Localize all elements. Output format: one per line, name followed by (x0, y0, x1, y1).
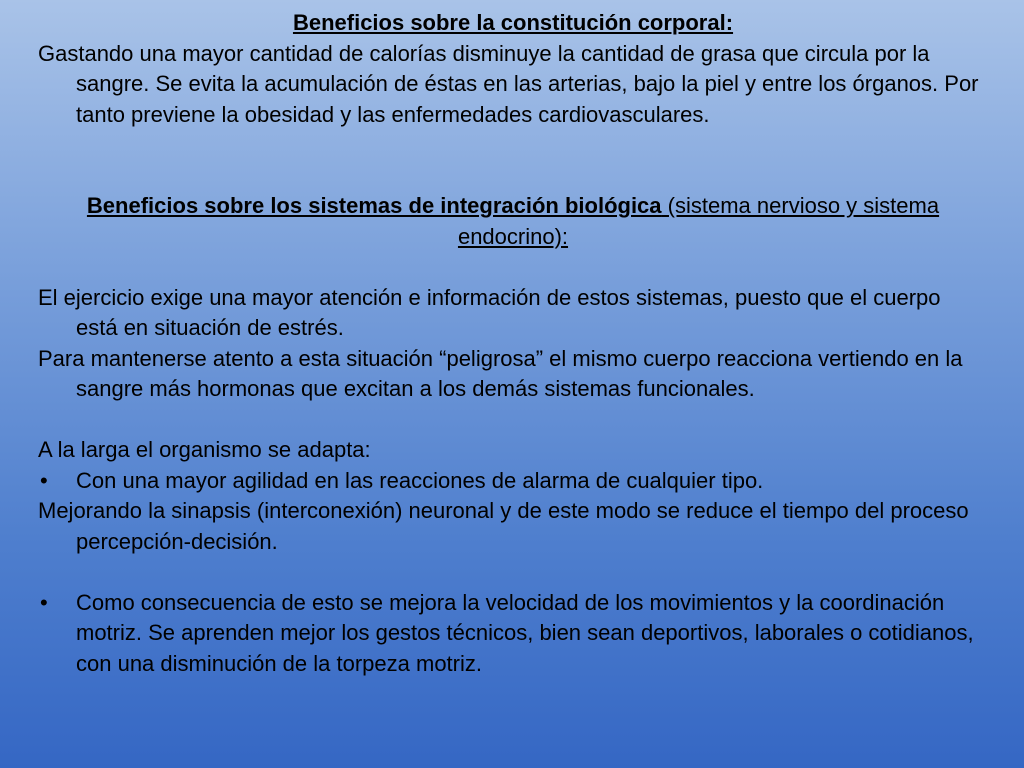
spacer (38, 252, 988, 283)
section2-paragraph-1: El ejercicio exige una mayor atención e información de estos sistemas, puesto que el cuerpo está en situación de estrés. (38, 284, 941, 340)
section2-title-rest: (sistema nervioso y sistema endocrino): (457, 193, 940, 249)
bullet-item-1 (38, 466, 988, 497)
slide-content (38, 8, 988, 679)
section1-paragraph: Gastando una mayor cantidad de calorías disminuye la cantidad de grasa que circula por la sangre. Se evita la acumulación de éstas en las arterias, bajo la piel y entre los órganos. Por tanto previene la obesidad y las enfermedades cardiovasculares. (38, 40, 979, 127)
adapt-intro: A la larga el organismo se adapta: (38, 437, 371, 462)
paragraph-after-bullet: Mejorando la sinapsis (interconexión) neuronal y de este modo se reduce el tiempo del proceso percepción-decisión. (38, 498, 969, 554)
spacer (38, 557, 988, 588)
section2-paragraph-2: Para mantenerse atento a esta situación “peligrosa” el mismo cuerpo reacciona vertiendo en la sangre más hormonas que excitan a los demás sistemas funcionales. (38, 345, 963, 401)
bullet-item-2 (38, 588, 988, 680)
spacer (38, 130, 988, 191)
bullet-item-1-text: Con una mayor agilidad en las reacciones de alarma de cualquier tipo. (76, 467, 764, 493)
section2-heading (38, 191, 988, 252)
section2-title-bold: Beneficios sobre los sistemas de integración biológica (86, 193, 662, 218)
section1-title: Beneficios sobre la constitución corporal: (292, 10, 734, 35)
section1-heading (38, 8, 988, 39)
bullet-item-2-text: Como consecuencia de esto se mejora la velocidad de los movimientos y la coordinación motriz. Se aprenden mejor los gestos técnicos, bien sean deportivos, laborales o cotidianos, con una disminución de la torpeza motriz. (76, 589, 974, 676)
bullet-icon: • (40, 589, 48, 615)
bullet-icon: • (40, 467, 48, 493)
spacer (38, 405, 988, 436)
